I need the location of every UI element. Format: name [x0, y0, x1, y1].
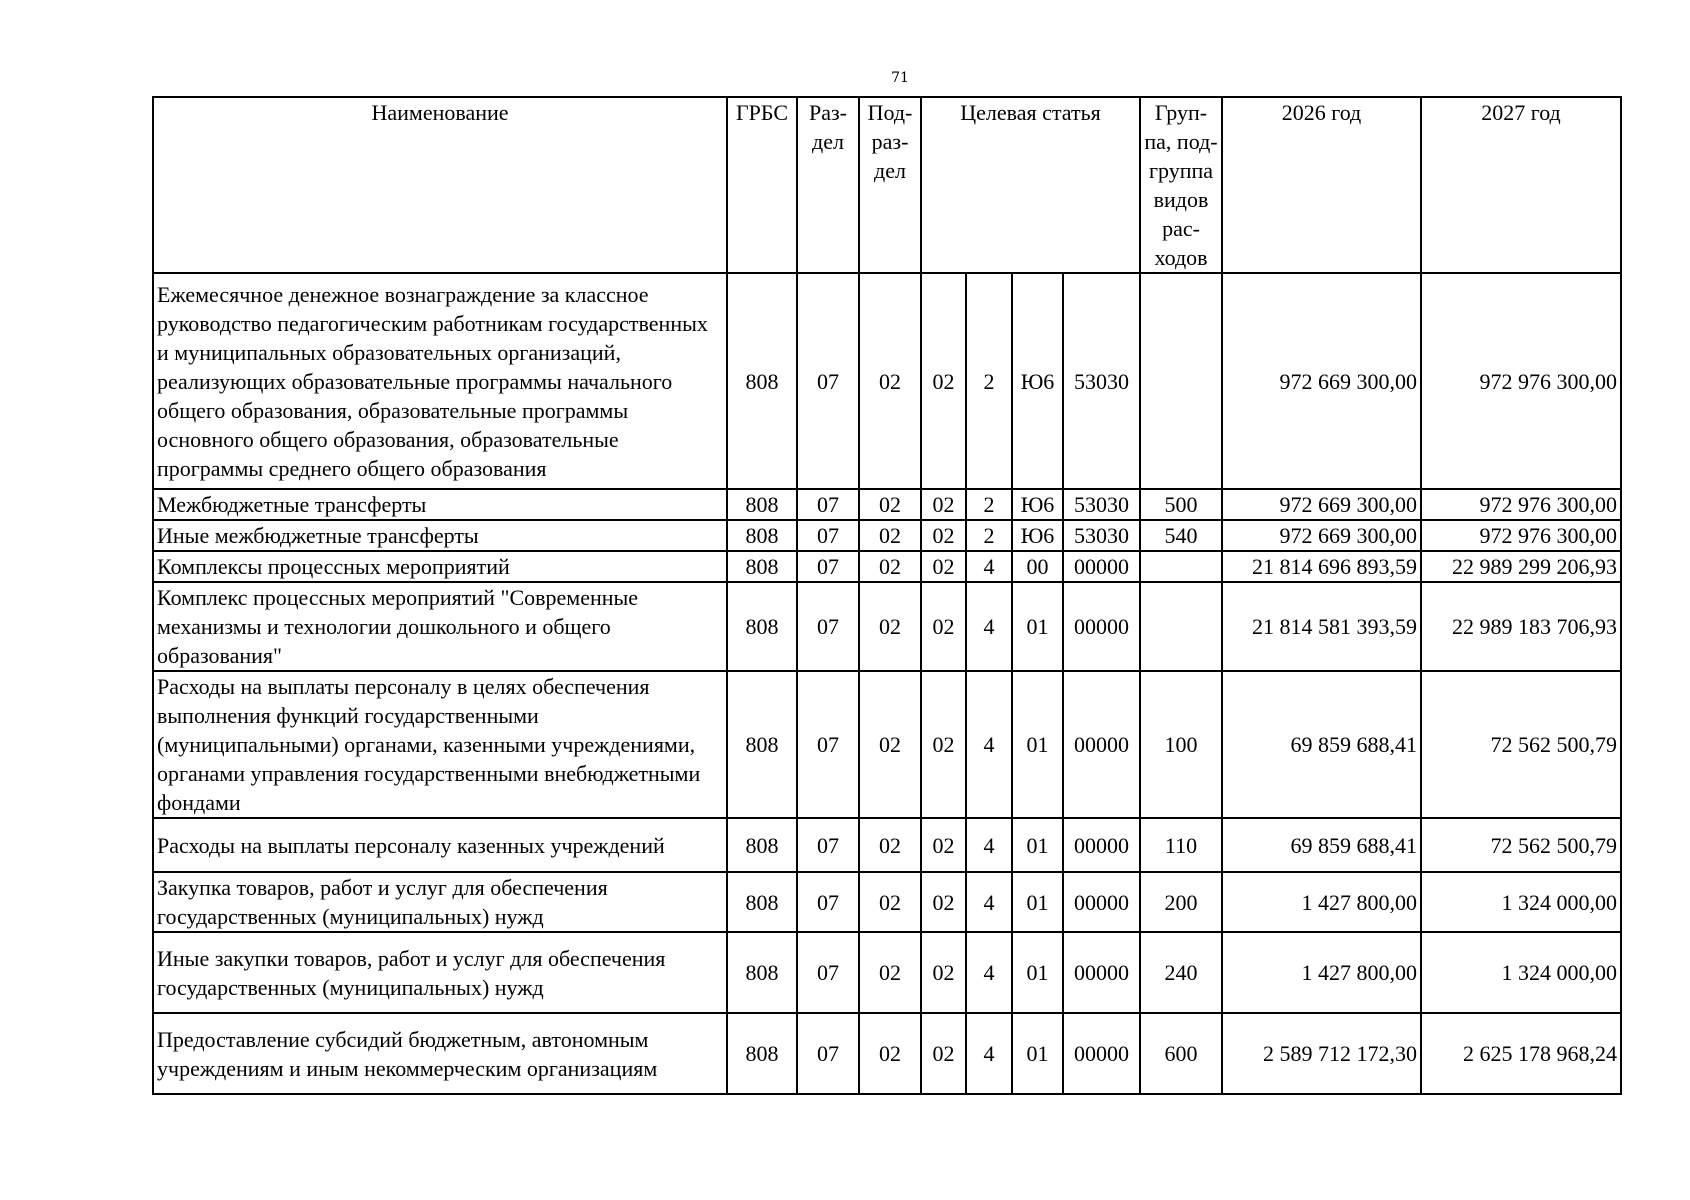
table-row: [153, 489, 1621, 520]
row-expense-group: [1140, 582, 1222, 671]
table-row: [153, 818, 1621, 872]
table-row: [153, 520, 1621, 551]
row-target-4: 00000: [1063, 818, 1140, 872]
row-target-1: 02: [921, 1013, 966, 1094]
row-razdel: 07: [797, 489, 859, 520]
table-row: [153, 551, 1621, 582]
row-amount-2026: 69 859 688,41: [1222, 671, 1421, 818]
row-target-1: 02: [921, 551, 966, 582]
row-razdel: 07: [797, 582, 859, 671]
row-name: Расходы на выплаты персоналу в целях обеспечения выполнения функций государственными (муниципальными) органами, казенными учреждениями, органами управления государственными внебюджетными фондами: [153, 671, 727, 818]
row-target-4: 00000: [1063, 1013, 1140, 1094]
row-target-2: 2: [966, 489, 1012, 520]
row-target-1: 02: [921, 489, 966, 520]
row-amount-2027: 72 562 500,79: [1421, 671, 1621, 818]
row-amount-2026: 2 589 712 172,30: [1222, 1013, 1421, 1094]
row-podrazdel: 02: [859, 671, 921, 818]
row-podrazdel: 02: [859, 520, 921, 551]
row-expense-group: [1140, 273, 1222, 489]
row-target-2: 4: [966, 872, 1012, 932]
row-target-4: 00000: [1063, 932, 1140, 1013]
row-target-2: 4: [966, 671, 1012, 818]
row-amount-2027: 1 324 000,00: [1421, 932, 1621, 1013]
row-grbs: 808: [727, 818, 797, 872]
row-target-3: 00: [1012, 551, 1063, 582]
row-podrazdel: 02: [859, 932, 921, 1013]
header-razdel: Раз- дел: [797, 97, 859, 273]
row-target-3: 01: [1012, 818, 1063, 872]
row-razdel: 07: [797, 520, 859, 551]
row-grbs: 808: [727, 932, 797, 1013]
row-target-1: 02: [921, 671, 966, 818]
table-row: [153, 1013, 1621, 1094]
row-target-1: 02: [921, 872, 966, 932]
row-expense-group: 600: [1140, 1013, 1222, 1094]
row-name: Межбюджетные трансферты: [153, 489, 727, 520]
row-amount-2026: 1 427 800,00: [1222, 932, 1421, 1013]
row-podrazdel: 02: [859, 489, 921, 520]
row-grbs: 808: [727, 551, 797, 582]
row-target-2: 4: [966, 1013, 1012, 1094]
row-target-2: 4: [966, 582, 1012, 671]
header-name: Наименование: [153, 97, 727, 273]
row-target-3: 01: [1012, 1013, 1063, 1094]
row-amount-2027: 22 989 183 706,93: [1421, 582, 1621, 671]
row-expense-group: 500: [1140, 489, 1222, 520]
row-expense-group: 240: [1140, 932, 1222, 1013]
row-target-2: 2: [966, 273, 1012, 489]
row-amount-2027: 22 989 299 206,93: [1421, 551, 1621, 582]
row-podrazdel: 02: [859, 1013, 921, 1094]
row-grbs: 808: [727, 671, 797, 818]
row-name: Закупка товаров, работ и услуг для обеспечения государственных (муниципальных) нужд: [153, 872, 727, 932]
row-target-1: 02: [921, 932, 966, 1013]
row-amount-2026: 21 814 581 393,59: [1222, 582, 1421, 671]
row-razdel: 07: [797, 932, 859, 1013]
row-podrazdel: 02: [859, 818, 921, 872]
header-podrazdel: Под- раз- дел: [859, 97, 921, 273]
row-expense-group: 100: [1140, 671, 1222, 818]
table-row: [153, 671, 1621, 818]
row-name: Расходы на выплаты персоналу казенных учреждений: [153, 818, 727, 872]
row-target-2: 4: [966, 932, 1012, 1013]
row-target-2: 2: [966, 520, 1012, 551]
row-grbs: 808: [727, 273, 797, 489]
header-expense-group: Груп- па, под- группа видов рас- ходов: [1140, 97, 1222, 273]
row-amount-2026: 1 427 800,00: [1222, 872, 1421, 932]
row-expense-group: 200: [1140, 872, 1222, 932]
table-row: [153, 932, 1621, 1013]
row-expense-group: [1140, 551, 1222, 582]
row-target-1: 02: [921, 582, 966, 671]
row-razdel: 07: [797, 551, 859, 582]
row-amount-2027: 2 625 178 968,24: [1421, 1013, 1621, 1094]
row-target-3: Ю6: [1012, 520, 1063, 551]
row-name: Иные межбюджетные трансферты: [153, 520, 727, 551]
row-amount-2027: 972 976 300,00: [1421, 489, 1621, 520]
row-amount-2026: 972 669 300,00: [1222, 273, 1421, 489]
header-target-article: Целевая статья: [921, 97, 1140, 273]
row-grbs: 808: [727, 872, 797, 932]
row-amount-2026: 21 814 696 893,59: [1222, 551, 1421, 582]
row-grbs: 808: [727, 520, 797, 551]
budget-table: [152, 96, 1622, 1095]
row-target-4: 53030: [1063, 273, 1140, 489]
row-target-3: 01: [1012, 872, 1063, 932]
row-amount-2026: 972 669 300,00: [1222, 489, 1421, 520]
row-target-4: 53030: [1063, 489, 1140, 520]
row-target-2: 4: [966, 551, 1012, 582]
row-podrazdel: 02: [859, 872, 921, 932]
row-target-1: 02: [921, 818, 966, 872]
row-target-4: 00000: [1063, 582, 1140, 671]
table-body: [153, 273, 1621, 1094]
header-year-2026: 2026 год: [1222, 97, 1421, 273]
row-target-1: 02: [921, 273, 966, 489]
header-grbs: ГРБС: [727, 97, 797, 273]
table-row: [153, 273, 1621, 489]
row-amount-2026: 972 669 300,00: [1222, 520, 1421, 551]
row-grbs: 808: [727, 489, 797, 520]
row-expense-group: 540: [1140, 520, 1222, 551]
row-razdel: 07: [797, 273, 859, 489]
row-target-1: 02: [921, 520, 966, 551]
header-year-2027: 2027 год: [1421, 97, 1621, 273]
header-row: [153, 97, 1621, 273]
row-target-3: 01: [1012, 582, 1063, 671]
row-target-3: Ю6: [1012, 273, 1063, 489]
row-amount-2027: 72 562 500,79: [1421, 818, 1621, 872]
row-amount-2027: 972 976 300,00: [1421, 520, 1621, 551]
row-razdel: 07: [797, 1013, 859, 1094]
row-target-3: 01: [1012, 932, 1063, 1013]
row-amount-2027: 972 976 300,00: [1421, 273, 1621, 489]
row-target-4: 00000: [1063, 872, 1140, 932]
row-target-2: 4: [966, 818, 1012, 872]
row-podrazdel: 02: [859, 273, 921, 489]
row-target-4: 00000: [1063, 551, 1140, 582]
row-target-4: 53030: [1063, 520, 1140, 551]
row-grbs: 808: [727, 582, 797, 671]
row-target-4: 00000: [1063, 671, 1140, 818]
row-name: Комплексы процессных мероприятий: [153, 551, 727, 582]
row-grbs: 808: [727, 1013, 797, 1094]
row-razdel: 07: [797, 872, 859, 932]
row-amount-2026: 69 859 688,41: [1222, 818, 1421, 872]
page-number: 71: [891, 70, 909, 86]
row-razdel: 07: [797, 671, 859, 818]
row-podrazdel: 02: [859, 582, 921, 671]
row-expense-group: 110: [1140, 818, 1222, 872]
row-amount-2027: 1 324 000,00: [1421, 872, 1621, 932]
row-target-3: Ю6: [1012, 489, 1063, 520]
row-name: Комплекс процессных мероприятий "Современные механизмы и технологии дошкольного и общего образования": [153, 582, 727, 671]
row-razdel: 07: [797, 818, 859, 872]
row-name: Ежемесячное денежное вознаграждение за классное руководство педагогическим работникам государственных и муниципальных образовательных организаций, реализующих образовательные программы начального общего образования, образовательные программы основного общего образования, образовательные программы среднего общего образования: [153, 273, 727, 489]
row-name: Предоставление субсидий бюджетным, автономным учреждениям и иным некоммерческим организациям: [153, 1013, 727, 1094]
table-row: [153, 582, 1621, 671]
row-podrazdel: 02: [859, 551, 921, 582]
row-target-3: 01: [1012, 671, 1063, 818]
row-name: Иные закупки товаров, работ и услуг для обеспечения государственных (муниципальных) нужд: [153, 932, 727, 1013]
table-row: [153, 872, 1621, 932]
